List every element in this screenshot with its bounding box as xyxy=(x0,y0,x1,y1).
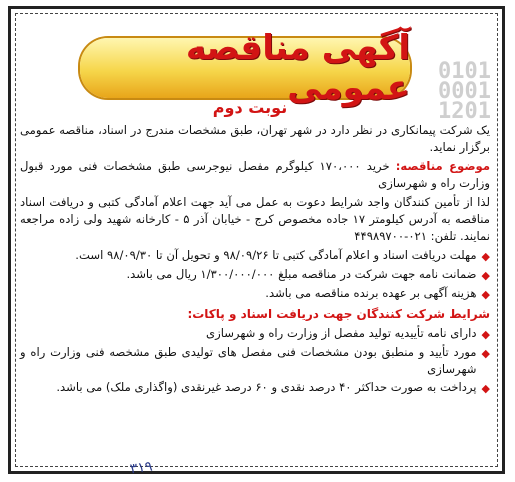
bullet-icon: ◆ xyxy=(481,347,490,360)
condition-text: مورد تأیید و منطبق بودن مشخصات فنی مفصل های تولیدی طبق مشخصه فنی وزارت راه و شهرسازی xyxy=(20,345,477,376)
list-item xyxy=(20,266,490,284)
bullet-text: مهلت دریافت اسناد و اعلام آمادگی کتبی تا ۹۸/۰۹/۲۶ و تحویل آن تا ۹۸/۰۹/۳۰ است. xyxy=(75,248,477,262)
conditions-title: شرایط شرکت کنندگان جهت دریافت اسناد و پاکات: xyxy=(187,307,490,321)
condition-text: پرداخت به صورت حداکثر ۴۰ درصد نقدی و ۶۰ درصد غیرنقدی (واگذاری ملک) می باشد. xyxy=(56,380,477,394)
list-item xyxy=(20,344,490,378)
list-item xyxy=(20,379,490,397)
subject-paragraph xyxy=(20,158,490,192)
bullet-icon: ◆ xyxy=(481,328,490,341)
intro-paragraph: یک شرکت پیمانکاری در نظر دارد در شهر تهران، طبق مشخصات مندرج در اسناد، مناقصه عمومی برگزار نماید. xyxy=(20,123,490,154)
bullet-icon: ◆ xyxy=(481,250,490,263)
list-item xyxy=(20,285,490,303)
list-item xyxy=(20,325,490,343)
list-item xyxy=(20,247,490,265)
handwritten-stamp: ۳۱۹ xyxy=(128,458,154,478)
bullet-icon: ◆ xyxy=(481,288,490,301)
condition-text: دارای نامه تأییدیه تولید مفصل از وزارت راه و شهرسازی xyxy=(206,326,477,340)
bullet-text: ضمانت نامه جهت شرکت در مناقصه مبلغ ۱/۳۰۰/۰۰۰/۰۰۰ ریال می باشد. xyxy=(126,267,477,281)
invitation-paragraph: لذا از تأمین کنندگان واجد شرایط دعوت به عمل می آید جهت اعلام آمادگی کتبی و دریافت اسناد مناقصه به آدرس کیلومتر ۱۷ جاده مخصوص کرج - خیابان آذر ۵ - کارخانه شهید ولی زاده مراجعه نمایند. تلفن: ۰۲۱-۴۴۹۸۹۷۰۰ xyxy=(20,195,491,243)
bullet-text: هزینه آگهی بر عهده برنده مناقصه می باشد. xyxy=(265,286,477,300)
subject-text: خرید ۱۷۰،۰۰۰ کیلوگرم مفصل نیوجرسی طبق مشخصات فنی مورد قبول وزارت راه و شهرسازی xyxy=(20,159,490,190)
notice-title: آگهی مناقصه عمومی xyxy=(185,28,410,108)
bullet-icon: ◆ xyxy=(481,269,490,282)
watermark-numbers: 0101 0001 1201 xyxy=(438,59,491,124)
bullet-icon: ◆ xyxy=(481,382,490,395)
notice-body xyxy=(20,122,490,398)
subject-label: موضوع مناقصه: xyxy=(395,159,491,173)
notice-round: نوبت دوم xyxy=(212,98,288,117)
